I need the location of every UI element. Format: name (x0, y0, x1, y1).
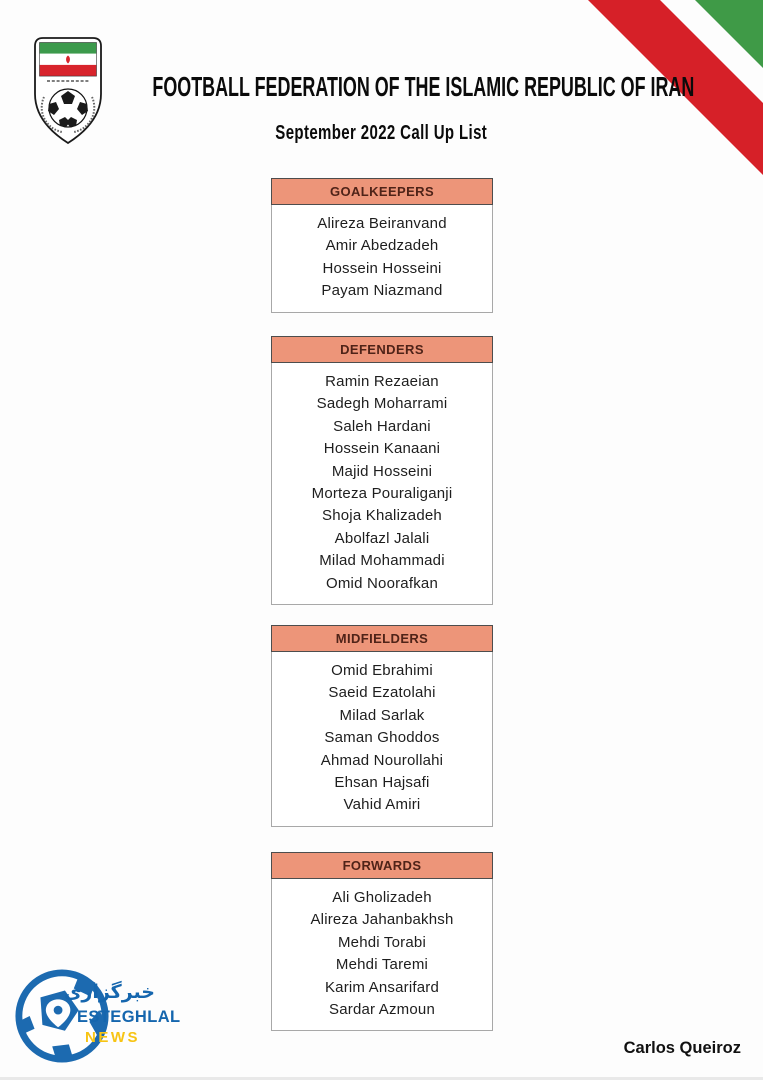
watermark-agency-persian: خبرگزاری (63, 981, 155, 1003)
player-name: Ramin Rezaeian (325, 373, 439, 390)
player-name: Ali Gholizadeh (332, 889, 432, 906)
player-name: Payam Niazmand (321, 282, 443, 300)
player-name: Ahmad Nourollahi (320, 751, 444, 769)
player-name: Alireza Jahanbakhsh (310, 911, 454, 929)
player-name: Mehdi Torabi (337, 933, 426, 951)
player-list-defenders (271, 363, 493, 605)
page-subtitle: September 2022 Call Up List (275, 122, 488, 144)
player-list-goalkeepers (271, 205, 493, 313)
player-name: Mehdi Taremi (335, 956, 429, 974)
watermark-brand-esteghlal: ESTEGHLAL (77, 1008, 181, 1026)
player-list-midfielders (271, 652, 493, 827)
player-name: Sardar Azmoun (329, 1001, 435, 1019)
player-name: Ehsan Hajsafi (334, 774, 430, 792)
section-forwards (271, 852, 493, 1031)
section-midfielders (271, 625, 493, 827)
player-name: Morteza Pouraliganji (311, 485, 453, 503)
section-header-defenders: DEFENDERS (271, 336, 493, 363)
page-title: FOOTBALL FEDERATION OF THE ISLAMIC REPUBLIC OF IRAN (152, 71, 695, 102)
watermark-brand-news: NEWS (85, 1029, 140, 1046)
player-name: Sadegh Moharrami (316, 395, 448, 413)
section-header-goalkeepers: GOALKEEPERS (271, 178, 493, 205)
section-header-midfielders: MIDFIELDERS (271, 625, 493, 652)
player-name: Omid Noorafkan (325, 574, 438, 592)
player-list-forwards (271, 879, 493, 1031)
player-name: Abolfazl Jalali (334, 529, 430, 547)
page-subtitle-row (0, 122, 763, 145)
player-name: Amir Abedzadeh (325, 237, 439, 255)
player-name: Vahid Amiri (343, 796, 421, 814)
section-header-forwards: FORWARDS (271, 852, 493, 879)
section-goalkeepers (271, 178, 493, 313)
coach-signature: Carlos Queiroz (623, 1039, 741, 1057)
player-name: Majid Hosseini (331, 462, 433, 480)
player-name: Alireza Beiranvand (317, 215, 447, 232)
page-title-row (0, 71, 763, 103)
section-defenders (271, 336, 493, 605)
player-name: Shoja Khalizadeh (322, 507, 442, 525)
player-name: Hossein Kanaani (323, 440, 441, 458)
player-name: Milad Mohammadi (319, 552, 445, 570)
player-name: Omid Ebrahimi (331, 662, 433, 679)
player-name: Karim Ansarifard (324, 978, 440, 996)
player-name: Hossein Hosseini (322, 259, 442, 277)
player-name: Saman Ghoddos (324, 729, 440, 747)
player-name: Milad Sarlak (339, 706, 425, 724)
player-name: Saeid Ezatolahi (328, 684, 436, 702)
player-name: Saleh Hardani (333, 417, 431, 435)
